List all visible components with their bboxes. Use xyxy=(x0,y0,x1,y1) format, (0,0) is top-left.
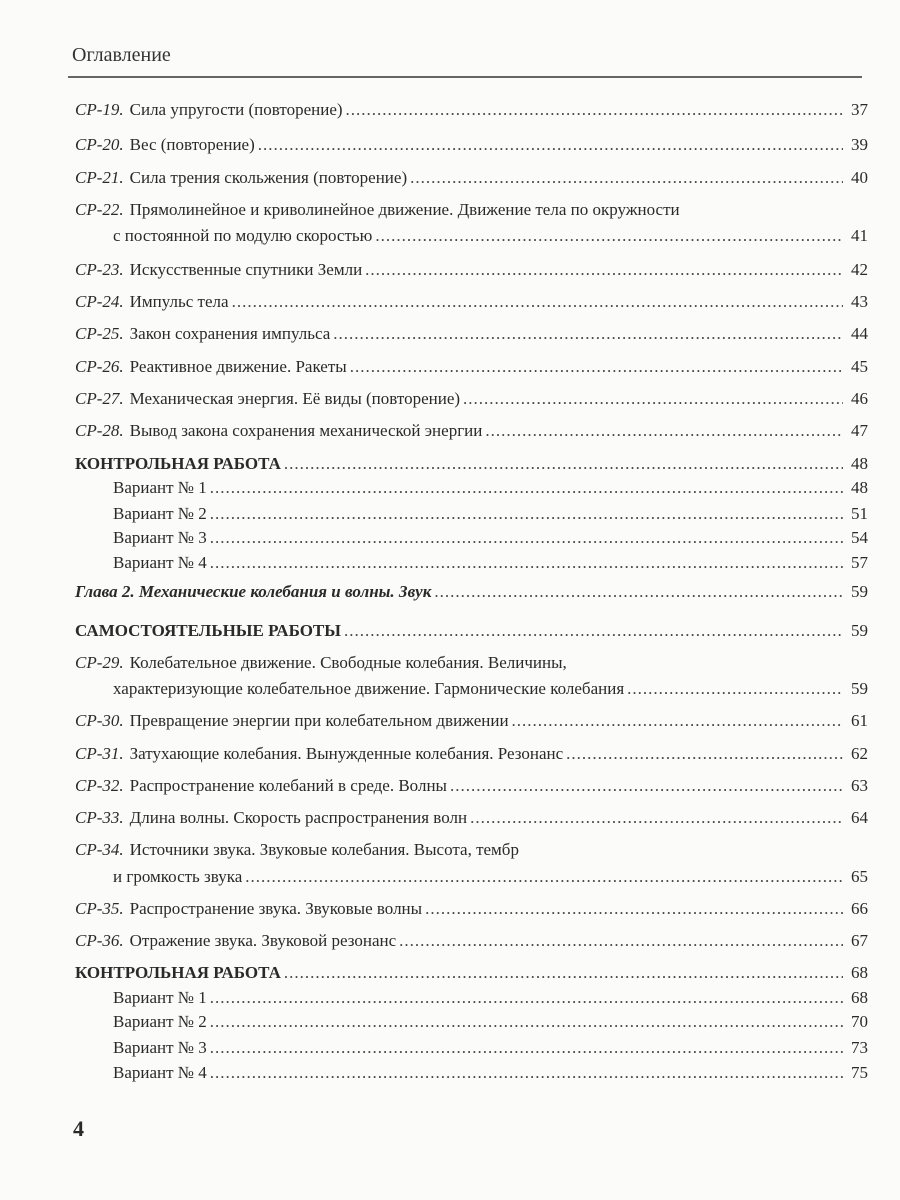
entry-title: Вариант № 2 xyxy=(113,1012,207,1031)
leader-dots xyxy=(210,1062,843,1084)
entry-page: 67 xyxy=(851,931,868,950)
entry-title: Распространение колебаний в среде. Волны xyxy=(129,776,447,795)
toc-entry-cp26[interactable] xyxy=(75,356,868,378)
leader-dots xyxy=(210,987,843,1009)
leader-dots xyxy=(284,453,843,475)
leader-dots xyxy=(344,620,843,642)
entry-page: 63 xyxy=(851,776,868,795)
leader-dots xyxy=(210,503,843,525)
entry-title: Вариант № 4 xyxy=(113,553,207,572)
toc-entry-chapter-2[interactable] xyxy=(75,581,868,603)
entry-page: 47 xyxy=(851,421,868,440)
toc-entry-cp31[interactable] xyxy=(75,743,868,765)
entry-code: СР-29. xyxy=(75,653,124,672)
entry-page: 46 xyxy=(851,389,868,408)
entry-page: 44 xyxy=(851,324,868,343)
entry-title: Закон сохранения импульса xyxy=(129,324,331,343)
entry-page: 57 xyxy=(851,553,868,572)
toc-entry-test-2-variant-4[interactable] xyxy=(113,1062,868,1084)
entry-code: СР-32. xyxy=(75,776,124,795)
leader-dots xyxy=(284,962,843,984)
entry-page: 37 xyxy=(851,100,868,119)
toc-entry-cp34-cont[interactable] xyxy=(113,866,868,888)
entry-title: Прямолинейное и криволинейное движение. Движение тела по окружности xyxy=(129,200,680,219)
entry-title-cont: и громкость звука xyxy=(113,867,243,886)
entry-page: 59 xyxy=(851,621,868,640)
entry-title-cont: с постоянной по модулю скоростью xyxy=(113,226,373,245)
entry-page: 59 xyxy=(851,582,868,601)
toc-entry-cp32[interactable] xyxy=(75,775,868,797)
entry-page: 75 xyxy=(851,1063,868,1082)
entry-page: 61 xyxy=(851,711,868,730)
entry-title: Вариант № 3 xyxy=(113,1038,207,1057)
entry-title: Вариант № 2 xyxy=(113,504,207,523)
entry-title: Вариант № 4 xyxy=(113,1063,207,1082)
leader-dots xyxy=(333,323,843,345)
entry-code: СР-35. xyxy=(75,899,124,918)
toc-entry-cp21[interactable] xyxy=(75,167,868,189)
leader-dots xyxy=(210,552,843,574)
toc-entry-cp27[interactable] xyxy=(75,388,868,410)
entry-page: 68 xyxy=(851,988,868,1007)
entry-title: Реактивное движение. Ракеты xyxy=(129,357,347,376)
entry-title: Глава 2. Механические колебания и волны. Звук xyxy=(75,582,432,601)
leader-dots xyxy=(210,527,843,549)
entry-page: 48 xyxy=(851,478,868,497)
entry-title: Вариант № 1 xyxy=(113,478,207,497)
entry-code: СР-33. xyxy=(75,808,124,827)
leader-dots xyxy=(512,710,843,732)
entry-title: Вариант № 3 xyxy=(113,528,207,547)
leader-dots xyxy=(346,99,843,121)
leader-dots xyxy=(410,167,843,189)
toc-entry-test-1-variant-4[interactable] xyxy=(113,552,868,574)
leader-dots xyxy=(425,898,843,920)
entry-page: 64 xyxy=(851,808,868,827)
leader-dots xyxy=(485,420,843,442)
toc-entry-test-1[interactable] xyxy=(75,453,868,475)
entry-title: Вариант № 1 xyxy=(113,988,207,1007)
toc-entry-cp33[interactable] xyxy=(75,807,868,829)
entry-page: 65 xyxy=(851,867,868,886)
entry-title: Превращение энергии при колебательном движении xyxy=(129,711,509,730)
entry-title-cont: характеризующие колебательное движение. Гармонические колебания xyxy=(113,679,625,698)
leader-dots xyxy=(232,291,843,313)
leader-dots xyxy=(566,743,843,765)
toc-entry-test-1-variant-3[interactable] xyxy=(113,527,868,549)
leader-dots xyxy=(210,1037,843,1059)
toc-entry-cp19[interactable] xyxy=(75,99,868,121)
entry-page: 59 xyxy=(851,679,868,698)
entry-code: СР-21. xyxy=(75,168,124,187)
toc-entry-cp30[interactable] xyxy=(75,710,868,732)
leader-dots xyxy=(245,866,843,888)
entry-page: 54 xyxy=(851,528,868,547)
entry-code: СР-31. xyxy=(75,744,124,763)
entry-code: СР-25. xyxy=(75,324,124,343)
leader-dots xyxy=(258,134,843,156)
toc-entry-cp29-cont[interactable] xyxy=(113,678,868,700)
entry-code: СР-30. xyxy=(75,711,124,730)
toc-entry-cp28[interactable] xyxy=(75,420,868,442)
page-header: Оглавление xyxy=(72,44,171,66)
toc-entry-test-1-variant-2[interactable] xyxy=(113,503,868,525)
entry-code: СР-22. xyxy=(75,200,124,219)
entry-title: Распространение звука. Звуковые волны xyxy=(129,899,423,918)
leader-dots xyxy=(350,356,843,378)
toc-entry-cp36[interactable] xyxy=(75,930,868,952)
entry-page: 45 xyxy=(851,357,868,376)
toc-entry-cp25[interactable] xyxy=(75,323,868,345)
leader-dots xyxy=(463,388,843,410)
entry-code: СР-27. xyxy=(75,389,124,408)
toc-entry-cp23[interactable] xyxy=(75,259,868,281)
entry-page: 66 xyxy=(851,899,868,918)
leader-dots xyxy=(434,581,843,603)
entry-title: Колебательное движение. Свободные колебания. Величины, xyxy=(129,653,567,672)
entry-title: Длина волны. Скорость распространения волн xyxy=(129,808,468,827)
entry-title: Вывод закона сохранения механической энергии xyxy=(129,421,483,440)
leader-dots xyxy=(470,807,843,829)
entry-title: Сила трения скольжения (повторение) xyxy=(129,168,408,187)
toc-entry-cp29[interactable] xyxy=(75,652,567,674)
leader-dots xyxy=(210,477,843,499)
entry-title: Затухающие колебания. Вынужденные колебания. Резонанс xyxy=(129,744,564,763)
entry-title: Вес (повторение) xyxy=(129,135,255,154)
toc-entry-cp24[interactable] xyxy=(75,291,868,313)
entry-code: СР-19. xyxy=(75,100,124,119)
entry-code: СР-23. xyxy=(75,260,124,279)
entry-title: КОНТРОЛЬНАЯ РАБОТА xyxy=(75,963,281,982)
toc-entry-cp20[interactable] xyxy=(75,134,868,156)
entry-page: 48 xyxy=(851,454,868,473)
entry-code: СР-20. xyxy=(75,135,124,154)
entry-title: Сила упругости (повторение) xyxy=(129,100,343,119)
header-rule xyxy=(68,76,862,78)
leader-dots xyxy=(365,259,843,281)
entry-page: 70 xyxy=(851,1012,868,1031)
entry-page: 68 xyxy=(851,963,868,982)
entry-code: СР-24. xyxy=(75,292,124,311)
entry-page: 62 xyxy=(851,744,868,763)
leader-dots xyxy=(375,225,843,247)
toc-entry-cp22-cont[interactable] xyxy=(113,225,868,247)
entry-title: САМОСТОЯТЕЛЬНЫЕ РАБОТЫ xyxy=(75,621,341,640)
toc-entry-test-2-variant-3[interactable] xyxy=(113,1037,868,1059)
page-number: 4 xyxy=(73,1116,84,1141)
entry-page: 39 xyxy=(851,135,868,154)
entry-title: Импульс тела xyxy=(129,292,229,311)
entry-title: Механическая энергия. Её виды (повторение) xyxy=(129,389,461,408)
leader-dots xyxy=(627,678,843,700)
toc-entry-test-2-variant-2[interactable] xyxy=(113,1011,868,1033)
entry-page: 42 xyxy=(851,260,868,279)
leader-dots xyxy=(450,775,843,797)
toc-entry-test-2-variant-1[interactable] xyxy=(113,987,868,1009)
entry-page: 73 xyxy=(851,1038,868,1057)
toc-entry-independent-works[interactable] xyxy=(75,620,868,642)
entry-title: Искусственные спутники Земли xyxy=(129,260,363,279)
entry-title: Источники звука. Звуковые колебания. Высота, тембр xyxy=(129,840,519,859)
leader-dots xyxy=(399,930,843,952)
entry-code: СР-36. xyxy=(75,931,124,950)
toc-entry-cp35[interactable] xyxy=(75,898,868,920)
entry-code: СР-34. xyxy=(75,840,124,859)
entry-page: 41 xyxy=(851,226,868,245)
entry-page: 43 xyxy=(851,292,868,311)
entry-title: Отражение звука. Звуковой резонанс xyxy=(129,931,397,950)
toc-entry-test-2[interactable] xyxy=(75,962,868,984)
entry-page: 40 xyxy=(851,168,868,187)
leader-dots xyxy=(210,1011,843,1033)
entry-title: КОНТРОЛЬНАЯ РАБОТА xyxy=(75,454,281,473)
entry-code: СР-28. xyxy=(75,421,124,440)
entry-page: 51 xyxy=(851,504,868,523)
entry-code: СР-26. xyxy=(75,357,124,376)
toc-entry-test-1-variant-1[interactable] xyxy=(113,477,868,499)
toc-entry-cp22[interactable] xyxy=(75,199,680,221)
toc-entry-cp34[interactable] xyxy=(75,839,519,861)
